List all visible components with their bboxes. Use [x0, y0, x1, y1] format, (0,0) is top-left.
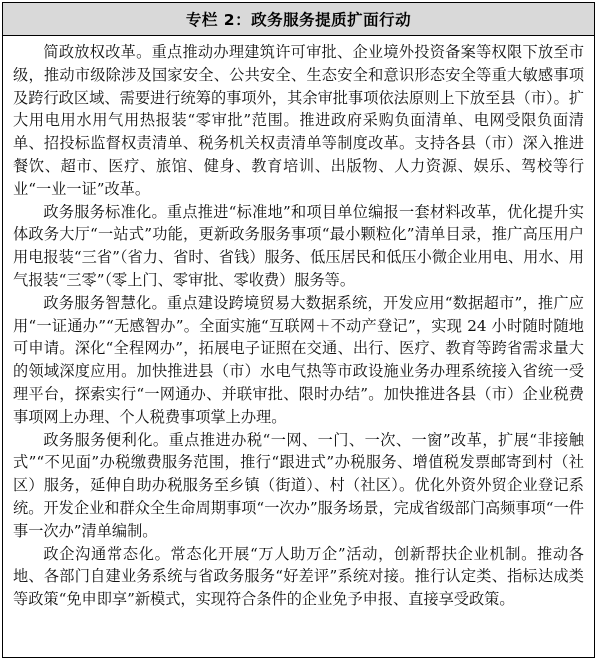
column-box: [2, 2, 595, 658]
box-content: [3, 36, 594, 611]
paragraph-facilitation: 政务服务便利化。重点推进办税“一网、一门、一次、一窗”改革，扩展“非接触式”“不见面”办税缴费服务范围，推行“跟进式”办税服务、增值税发票邮寄到村（社区）服务，延伸自助办税服务至乡镇（街道）、村（社区）。优化外资外贸企业登记系统。开发企业和群众全生命周期事项“一次办”服务场景，完成省级部门高频事项“一件事一次办”清单编制。: [13, 430, 584, 540]
paragraph-simplify-administration: 简政放权改革。重点推动办理建筑许可审批、企业境外投资备案等权限下放至市级，推动市级除涉及国家安全、公共安全、生态安全和意识形态安全等重大敏感事项及跨行政区域、需要进行统筹的事项外，其余审批事项依法原则上下放至县（市）。扩大用电用水用气用热报装“零审批”范围。推进政府采购负面清单、电网受限负面清单、招投标监督权责清单、税务机关权责清单等制度改革。支持各县（市）深入推进餐饮、超市、医疗、旅馆、健身、教育培训、出版物、人力资源、娱乐、驾校等行业“一业一证”改革。: [13, 43, 584, 198]
paragraph-government-business-communication: 政企沟通常态化。常态化开展“万人助万企”活动，创新帮扶企业机制。推动各地、各部门自建业务系统与省政务服务“好差评”系统对接。推行认定类、指标达成类等政策“免申即享”新模式，实现符合条件的企业免予申报、直接享受政策。: [13, 544, 584, 609]
paragraph-digitalization: 政务服务智慧化。重点建设跨境贸易大数据系统，开发应用“数据超市”，推广应用“一证通办”“无感智办”。全面实施“互联网＋不动产登记”，实现 24 小时随时随地可申请。深化“全程网办”，拓展电子证照在交通、出行、医疗、教育等跨省需求量大的领域深度应用。加快推进县（市）水电气热等市政设施业务办理系统接入省统一受理平台，探索实行“一网通办、并联审批、限时办结”。加快推进各县（市）企业税费事项网上办理、个人税费事项掌上办理。: [13, 293, 584, 426]
box-title: 专栏 2：政务服务提质扩面行动: [3, 3, 594, 36]
paragraph-standardization: 政务服务标准化。重点推进“标准地”和项目单位编报一套材料改革，优化提升实体政务大厅“一站式”功能，更新政务服务事项“最小颗粒化”清单目录，推广高压用户用电报装“三省”（省力、省时、省钱）服务、低压居民和低压小微企业用电、用水、用气报装“三零”（零上门、零审批、零收费）服务等。: [13, 202, 584, 289]
